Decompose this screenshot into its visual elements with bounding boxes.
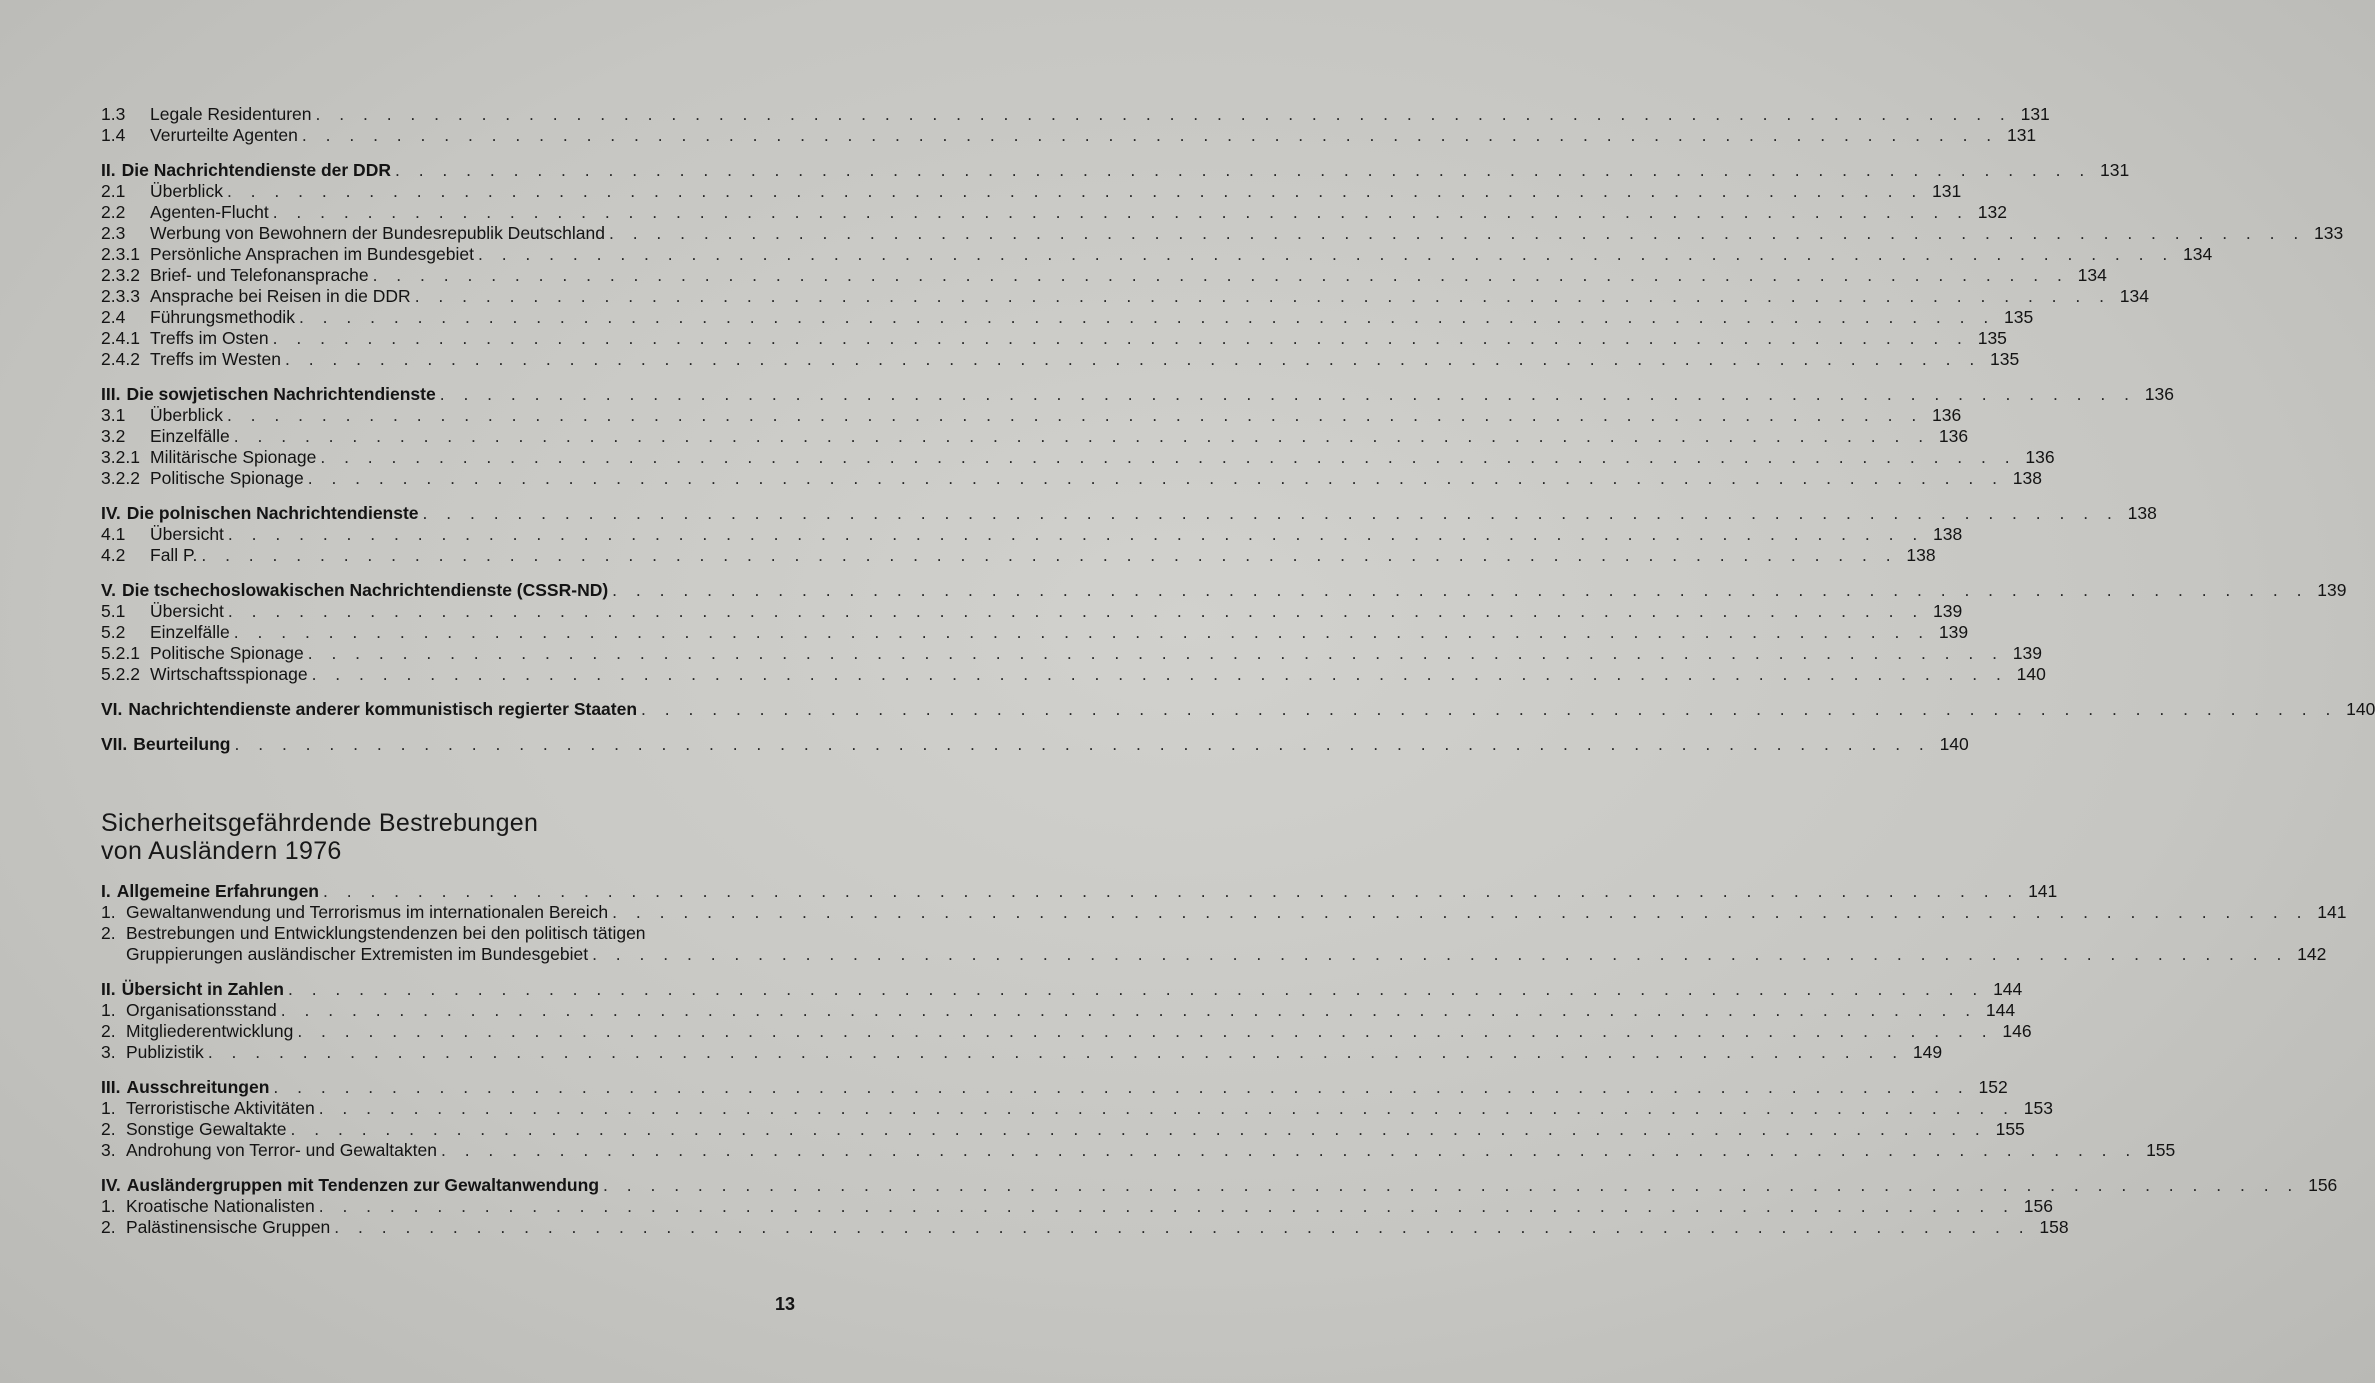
toc-entry: 2.4.2 Treffs im Westen . . . 135: [101, 349, 795, 370]
toc-section-polish: [101, 503, 2157, 566]
toc-entry: 2. Palästinensische Gruppen . . . 158: [101, 1217, 795, 1238]
toc-entry: 2.4 Führungsmethodik . . . 135: [101, 307, 795, 328]
toc-section-heading: VI. Nachrichtendienste anderer kommunistisch regierter Staaten . . . 140: [101, 699, 795, 720]
toc-entry: 2.3.2 Brief- und Telefonansprache . . . 134: [101, 265, 795, 286]
toc-entry: 1. Gewaltanwendung und Terrorismus im internationalen Bereich . . . 141: [101, 902, 795, 923]
page-number: 13: [774, 1294, 795, 1314]
toc-section-heading: III. Ausschreitungen . . . 152: [101, 1077, 795, 1098]
toc-section-heading: I. Allgemeine Erfahrungen . . . 141: [101, 881, 795, 902]
toc-entry: 1. Kroatische Nationalisten . . . 156: [101, 1196, 795, 1217]
toc-entry: 4.2 Fall P. . . . 138: [101, 545, 795, 566]
toc-section-riots: [101, 1077, 2176, 1161]
toc-entry: 2.3.3 Ansprache bei Reisen in die DDR . . . 134: [101, 286, 795, 307]
toc-entry: 1.3 Legale Residenturen . . . 131: [101, 104, 795, 125]
toc-section-heading: III. Die sowjetischen Nachrichtendienste . . . 136: [101, 384, 795, 405]
toc-entry: 1. Terroristische Aktivitäten . . . 153: [101, 1098, 795, 1119]
toc-entry: 1.4 Verurteilte Agenten . . . 131: [101, 125, 795, 146]
toc-entry: 2.4.1 Treffs im Osten . . . 135: [101, 328, 795, 349]
toc-entry: 2.3.1 Persönliche Ansprachen im Bundesgebiet . . . 134: [101, 244, 795, 265]
toc-section-numbers: [101, 979, 2032, 1063]
toc-entry: 3. Androhung von Terror- und Gewaltakten . . . 155: [101, 1140, 795, 1161]
toc-section-heading: VII. Beurteilung . . . 140: [101, 734, 795, 755]
toc-entry: 5.2.2 Wirtschaftsspionage . . . 140: [101, 664, 795, 685]
toc-section-heading: II. Übersicht in Zahlen . . . 144: [101, 979, 795, 1000]
toc-entry: 2. Sonstige Gewaltakte . . . 155: [101, 1119, 795, 1140]
toc-entry: 5.2.1 Politische Spionage . . . 139: [101, 643, 795, 664]
toc-section-heading: IV. Ausländergruppen mit Tendenzen zur Gewaltanwendung . . . 156: [101, 1175, 795, 1196]
toc-section-heading: V. Die tschechoslowakischen Nachrichtendienste (CSSR-ND) . . . 139: [101, 580, 795, 601]
toc-section-violent-groups: [101, 1175, 2338, 1238]
toc-entry: 5.2 Einzelfälle . . . 139: [101, 622, 795, 643]
table-of-contents: [101, 104, 2375, 1238]
toc-entry: 2.3 Werbung von Bewohnern der Bundesrepublik Deutschland . . . 133: [101, 223, 795, 244]
toc-section-czech: [101, 580, 2347, 685]
part-title: [101, 809, 795, 865]
part-title-line: Sicherheitsgefährdende Bestrebungen: [101, 809, 539, 837]
toc-section-assessment: [101, 734, 1969, 755]
toc-entry: 1. Organisationsstand . . . 144: [101, 1000, 795, 1021]
toc-entry: 3.2.1 Militärische Spionage . . . 136: [101, 447, 795, 468]
toc-section-heading: II. Die Nachrichtendienste der DDR . . . 131: [101, 160, 795, 181]
toc-section-ddr: [101, 160, 2344, 370]
toc-section-soviet: [101, 384, 2174, 489]
toc-entry: 5.1 Übersicht . . . 139: [101, 601, 795, 622]
toc-entry: 2. Mitgliederentwicklung . . . 146: [101, 1021, 795, 1042]
toc-entry: 3.2 Einzelfälle . . . 136: [101, 426, 795, 447]
toc-section-heading: IV. Die polnischen Nachrichtendienste . . . 138: [101, 503, 795, 524]
toc-entry: 2. Bestrebungen und Entwicklungstendenzen bei den politisch tätigen Gruppierungen ausländischer Extremisten im Bundesgebiet . . . 142: [101, 923, 795, 965]
part-title-line: von Ausländern 1976: [101, 837, 342, 865]
toc-entry: 3.1 Überblick . . . 136: [101, 405, 795, 426]
toc-entry: 3. Publizistik . . . 149: [101, 1042, 795, 1063]
toc-group-part1-intro: [101, 104, 2050, 146]
toc-entry: 4.1 Übersicht . . . 138: [101, 524, 795, 545]
toc-section-other-states: [101, 699, 2375, 720]
toc-entry: 3.2.2 Politische Spionage . . . 138: [101, 468, 795, 489]
toc-section-experiences: [101, 881, 2347, 965]
toc-entry: 2.2 Agenten-Flucht . . . 132: [101, 202, 795, 223]
toc-entry: 2.1 Überblick . . . 131: [101, 181, 795, 202]
